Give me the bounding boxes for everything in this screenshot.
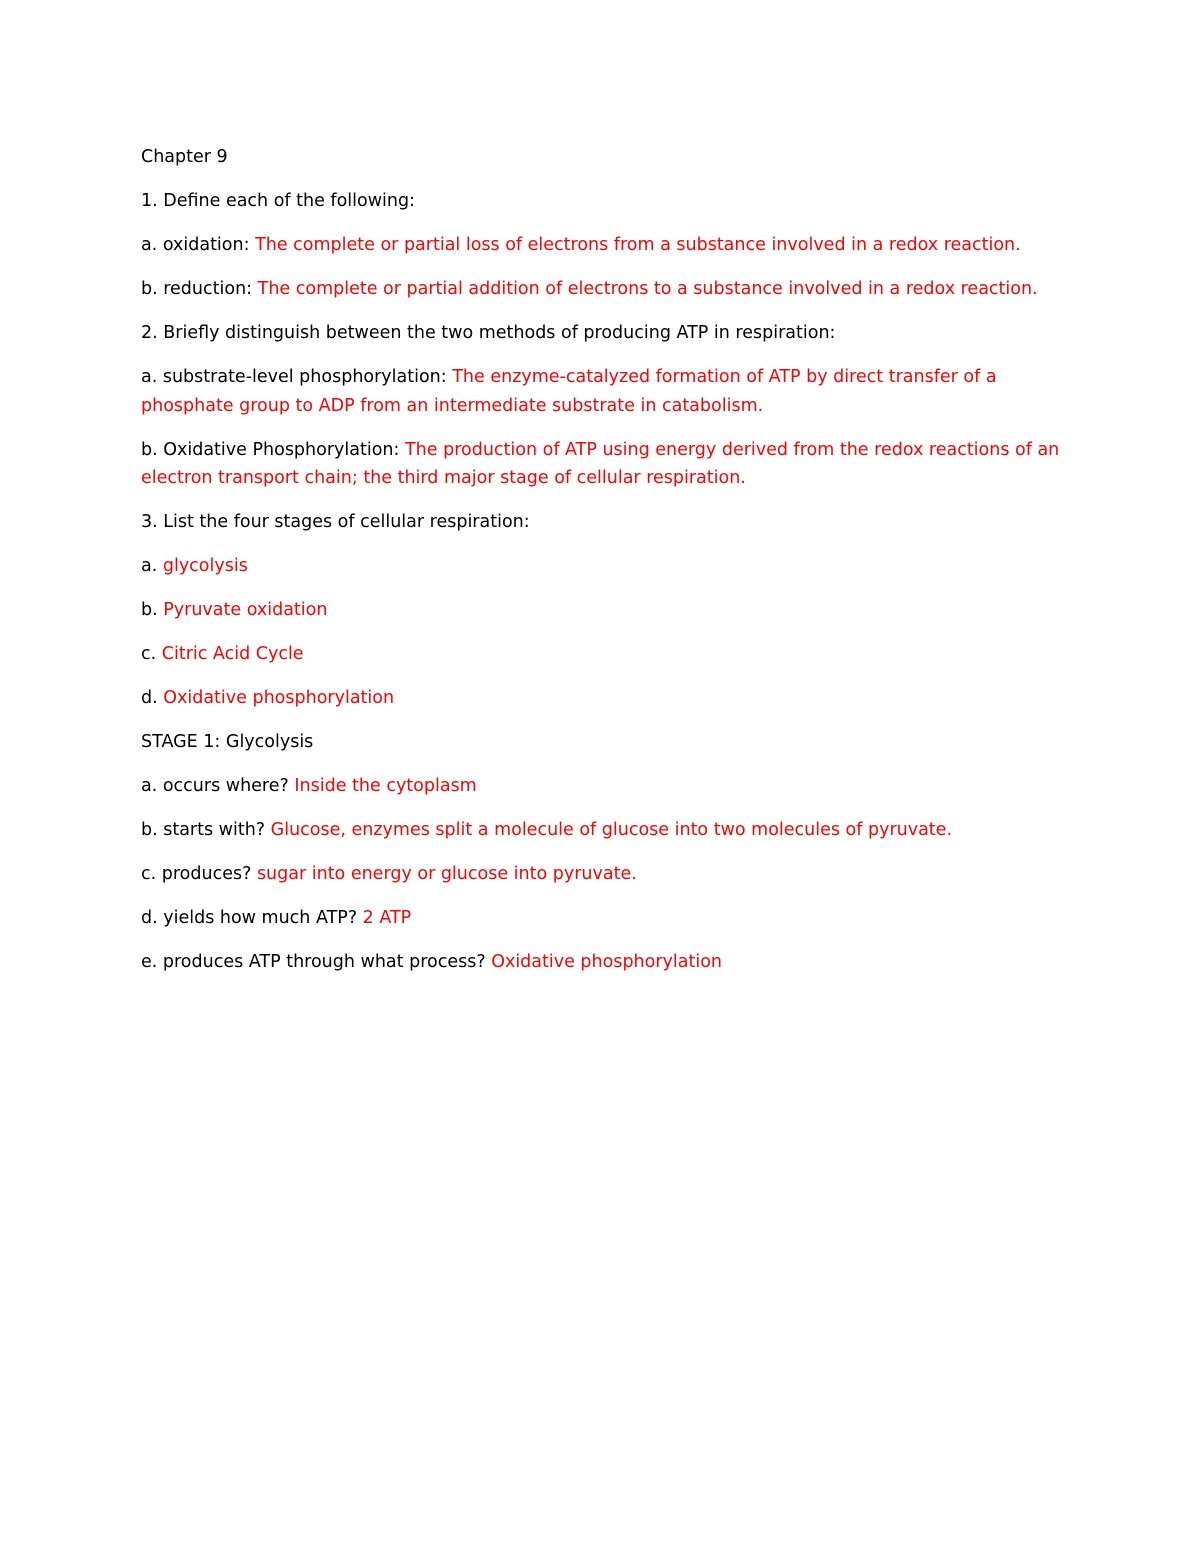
question-2b bbox=[141, 436, 1061, 493]
stage-1c-answer: sugar into energy or glucose into pyruvate. bbox=[256, 864, 637, 884]
stage-1e-label: e. produces ATP through what process? bbox=[141, 952, 492, 972]
stage-1c bbox=[141, 860, 1061, 889]
stage-1e bbox=[141, 948, 1061, 977]
stage-1a-answer: Inside the cytoplasm bbox=[294, 776, 477, 796]
stage-1b-answer: Glucose, enzymes split a molecule of glucose into two molecules of pyruvate. bbox=[270, 820, 953, 840]
question-1a-answer: The complete or partial loss of electrons from a substance involved in a redox reaction. bbox=[255, 235, 1021, 255]
stage-1e-answer: Oxidative phosphorylation bbox=[491, 952, 723, 972]
question-3a bbox=[141, 552, 1061, 581]
question-3b bbox=[141, 596, 1061, 625]
stage-1b-label: b. starts with? bbox=[141, 820, 271, 840]
stage-1d bbox=[141, 904, 1061, 933]
chapter-title: Chapter 9 bbox=[141, 147, 228, 167]
question-1b-label: b. reduction: bbox=[141, 279, 258, 299]
stage-1c-label: c. produces? bbox=[141, 864, 257, 884]
question-3c-answer: Citric Acid Cycle bbox=[161, 644, 304, 664]
stage-1b bbox=[141, 816, 1061, 845]
question-1a-label: a. oxidation: bbox=[141, 235, 256, 255]
question-2a bbox=[141, 363, 1061, 420]
document-content bbox=[141, 143, 1061, 992]
stage-1a bbox=[141, 772, 1061, 801]
question-2a-answer: The enzyme-catalyzed formation of ATP by direct transfer of a phosphate group to ADP from an intermediate substrate in catabolism. bbox=[141, 367, 997, 416]
question-3b-answer: Pyruvate oxidation bbox=[163, 600, 328, 620]
question-3c-label: c. bbox=[141, 644, 162, 664]
question-2-prompt: 2. Briefly distinguish between the two methods of producing ATP in respiration: bbox=[141, 323, 836, 343]
question-2a-label: a. substrate-level phosphorylation: bbox=[141, 367, 453, 387]
question-2b-label: b. Oxidative Phosphorylation: bbox=[141, 439, 405, 460]
question-1b-answer: The complete or partial addition of electrons to a substance involved in a redox reaction. bbox=[257, 279, 1038, 299]
stage-1d-answer: 2 ATP bbox=[362, 908, 412, 928]
question-3-prompt: 3. List the four stages of cellular respiration: bbox=[141, 512, 530, 532]
question-1a bbox=[141, 231, 1061, 260]
question-2b-answer: The production of ATP using energy derived from the redox reactions of an electron transport chain; the third major stage of cellular respiration. bbox=[141, 439, 1060, 488]
question-3a-answer: glycolysis bbox=[162, 556, 248, 576]
question-3c bbox=[141, 640, 1061, 669]
question-3a-label: a. bbox=[141, 556, 163, 576]
question-3b-label: b. bbox=[141, 600, 164, 620]
stage-1-heading: STAGE 1: Glycolysis bbox=[141, 732, 314, 752]
question-3d bbox=[141, 684, 1061, 713]
stage-1a-label: a. occurs where? bbox=[141, 776, 295, 796]
stage-1d-label: d. yields how much ATP? bbox=[141, 908, 363, 928]
question-3d-answer: Oxidative phosphorylation bbox=[163, 688, 395, 708]
question-1-prompt: 1. Define each of the following: bbox=[141, 191, 415, 211]
question-3d-label: d. bbox=[141, 688, 164, 708]
question-1b bbox=[141, 275, 1061, 304]
